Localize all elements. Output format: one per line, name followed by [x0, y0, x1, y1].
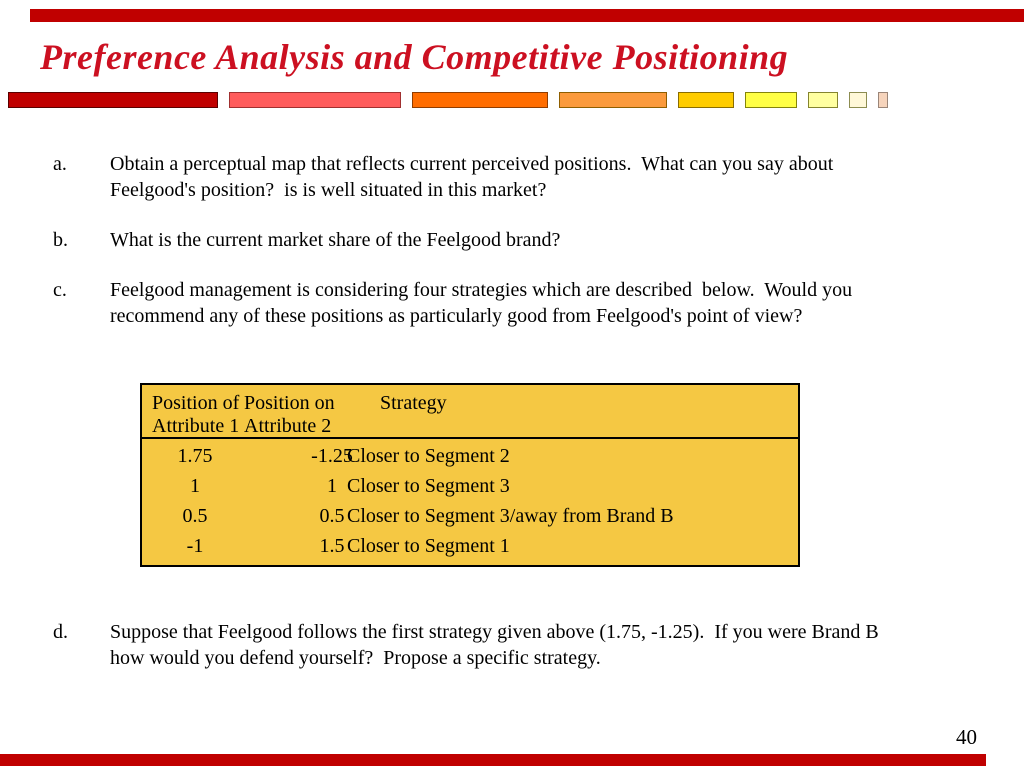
question-c-line-1: Feelgood management is considering four strategies which are described below. Would you: [110, 279, 853, 301]
page-number: 40: [956, 725, 977, 749]
bottom-red-ribbon: [0, 754, 986, 766]
accent-bar-6: [745, 92, 797, 108]
question-a-label: a.: [53, 153, 67, 175]
question-d-text: [110, 619, 970, 671]
accent-bar-4: [559, 92, 667, 108]
table-row-2-attr2: 1: [327, 475, 337, 497]
table-row-2-attr1: 1: [190, 475, 200, 497]
strategy-table: [140, 383, 800, 567]
question-b-line-1: What is the current market share of the Feelgood brand?: [110, 229, 561, 251]
question-c-text: [110, 277, 970, 329]
question-c-label: c.: [53, 279, 67, 301]
table-row-1-strategy: Closer to Segment 2: [347, 445, 510, 467]
table-header-strategy: Strategy: [380, 392, 447, 414]
slide-title: Preference Analysis and Competitive Positioning: [40, 37, 789, 77]
accent-bar-9: [878, 92, 888, 108]
table-header-attr1-line2: Attribute 1: [152, 415, 240, 437]
table-row-4-attr2: 1.5: [319, 535, 345, 557]
accent-bar-2: [229, 92, 401, 108]
accent-bar-1: [8, 92, 218, 108]
top-red-ribbon: [30, 9, 1024, 22]
table-header-rule: [142, 437, 798, 439]
question-a-line-2: Feelgood's position? is is well situated in this market?: [110, 179, 547, 201]
accent-bar-row: [8, 92, 888, 108]
table-row-3-attr1: 0.5: [182, 505, 208, 527]
question-d-label: d.: [53, 621, 68, 643]
table-row-2-strategy: Closer to Segment 3: [347, 475, 510, 497]
accent-bar-8: [849, 92, 867, 108]
table-row-1-attr2: -1.25: [311, 445, 353, 467]
question-a-line-1: Obtain a perceptual map that reflects current perceived positions. What can you say about: [110, 153, 834, 175]
table-row-4-attr1: -1: [186, 535, 204, 557]
table-header-attr1-line1: Position of: [152, 392, 240, 414]
accent-bar-5: [678, 92, 734, 108]
accent-bar-7: [808, 92, 838, 108]
question-d-line-1: Suppose that Feelgood follows the first strategy given above (1.75, -1.25). If you were Brand B: [110, 621, 879, 643]
question-d-line-2: how would you defend yourself? Propose a specific strategy.: [110, 647, 601, 669]
question-a-text: [110, 151, 970, 203]
question-b-label: b.: [53, 229, 68, 251]
question-c-line-2: recommend any of these positions as particularly good from Feelgood's point of view?: [110, 305, 803, 327]
table-row-4-strategy: Closer to Segment 1: [347, 535, 510, 557]
accent-bar-3: [412, 92, 548, 108]
table-header-attr2-line1: Position on: [244, 392, 335, 414]
table-row-3-attr2: 0.5: [319, 505, 345, 527]
table-header-attr2-line2: Attribute 2: [244, 415, 332, 437]
table-row-1-attr1: 1.75: [177, 445, 213, 467]
table-row-3-strategy: Closer to Segment 3/away from Brand B: [347, 505, 674, 527]
question-b-text: [110, 227, 970, 253]
